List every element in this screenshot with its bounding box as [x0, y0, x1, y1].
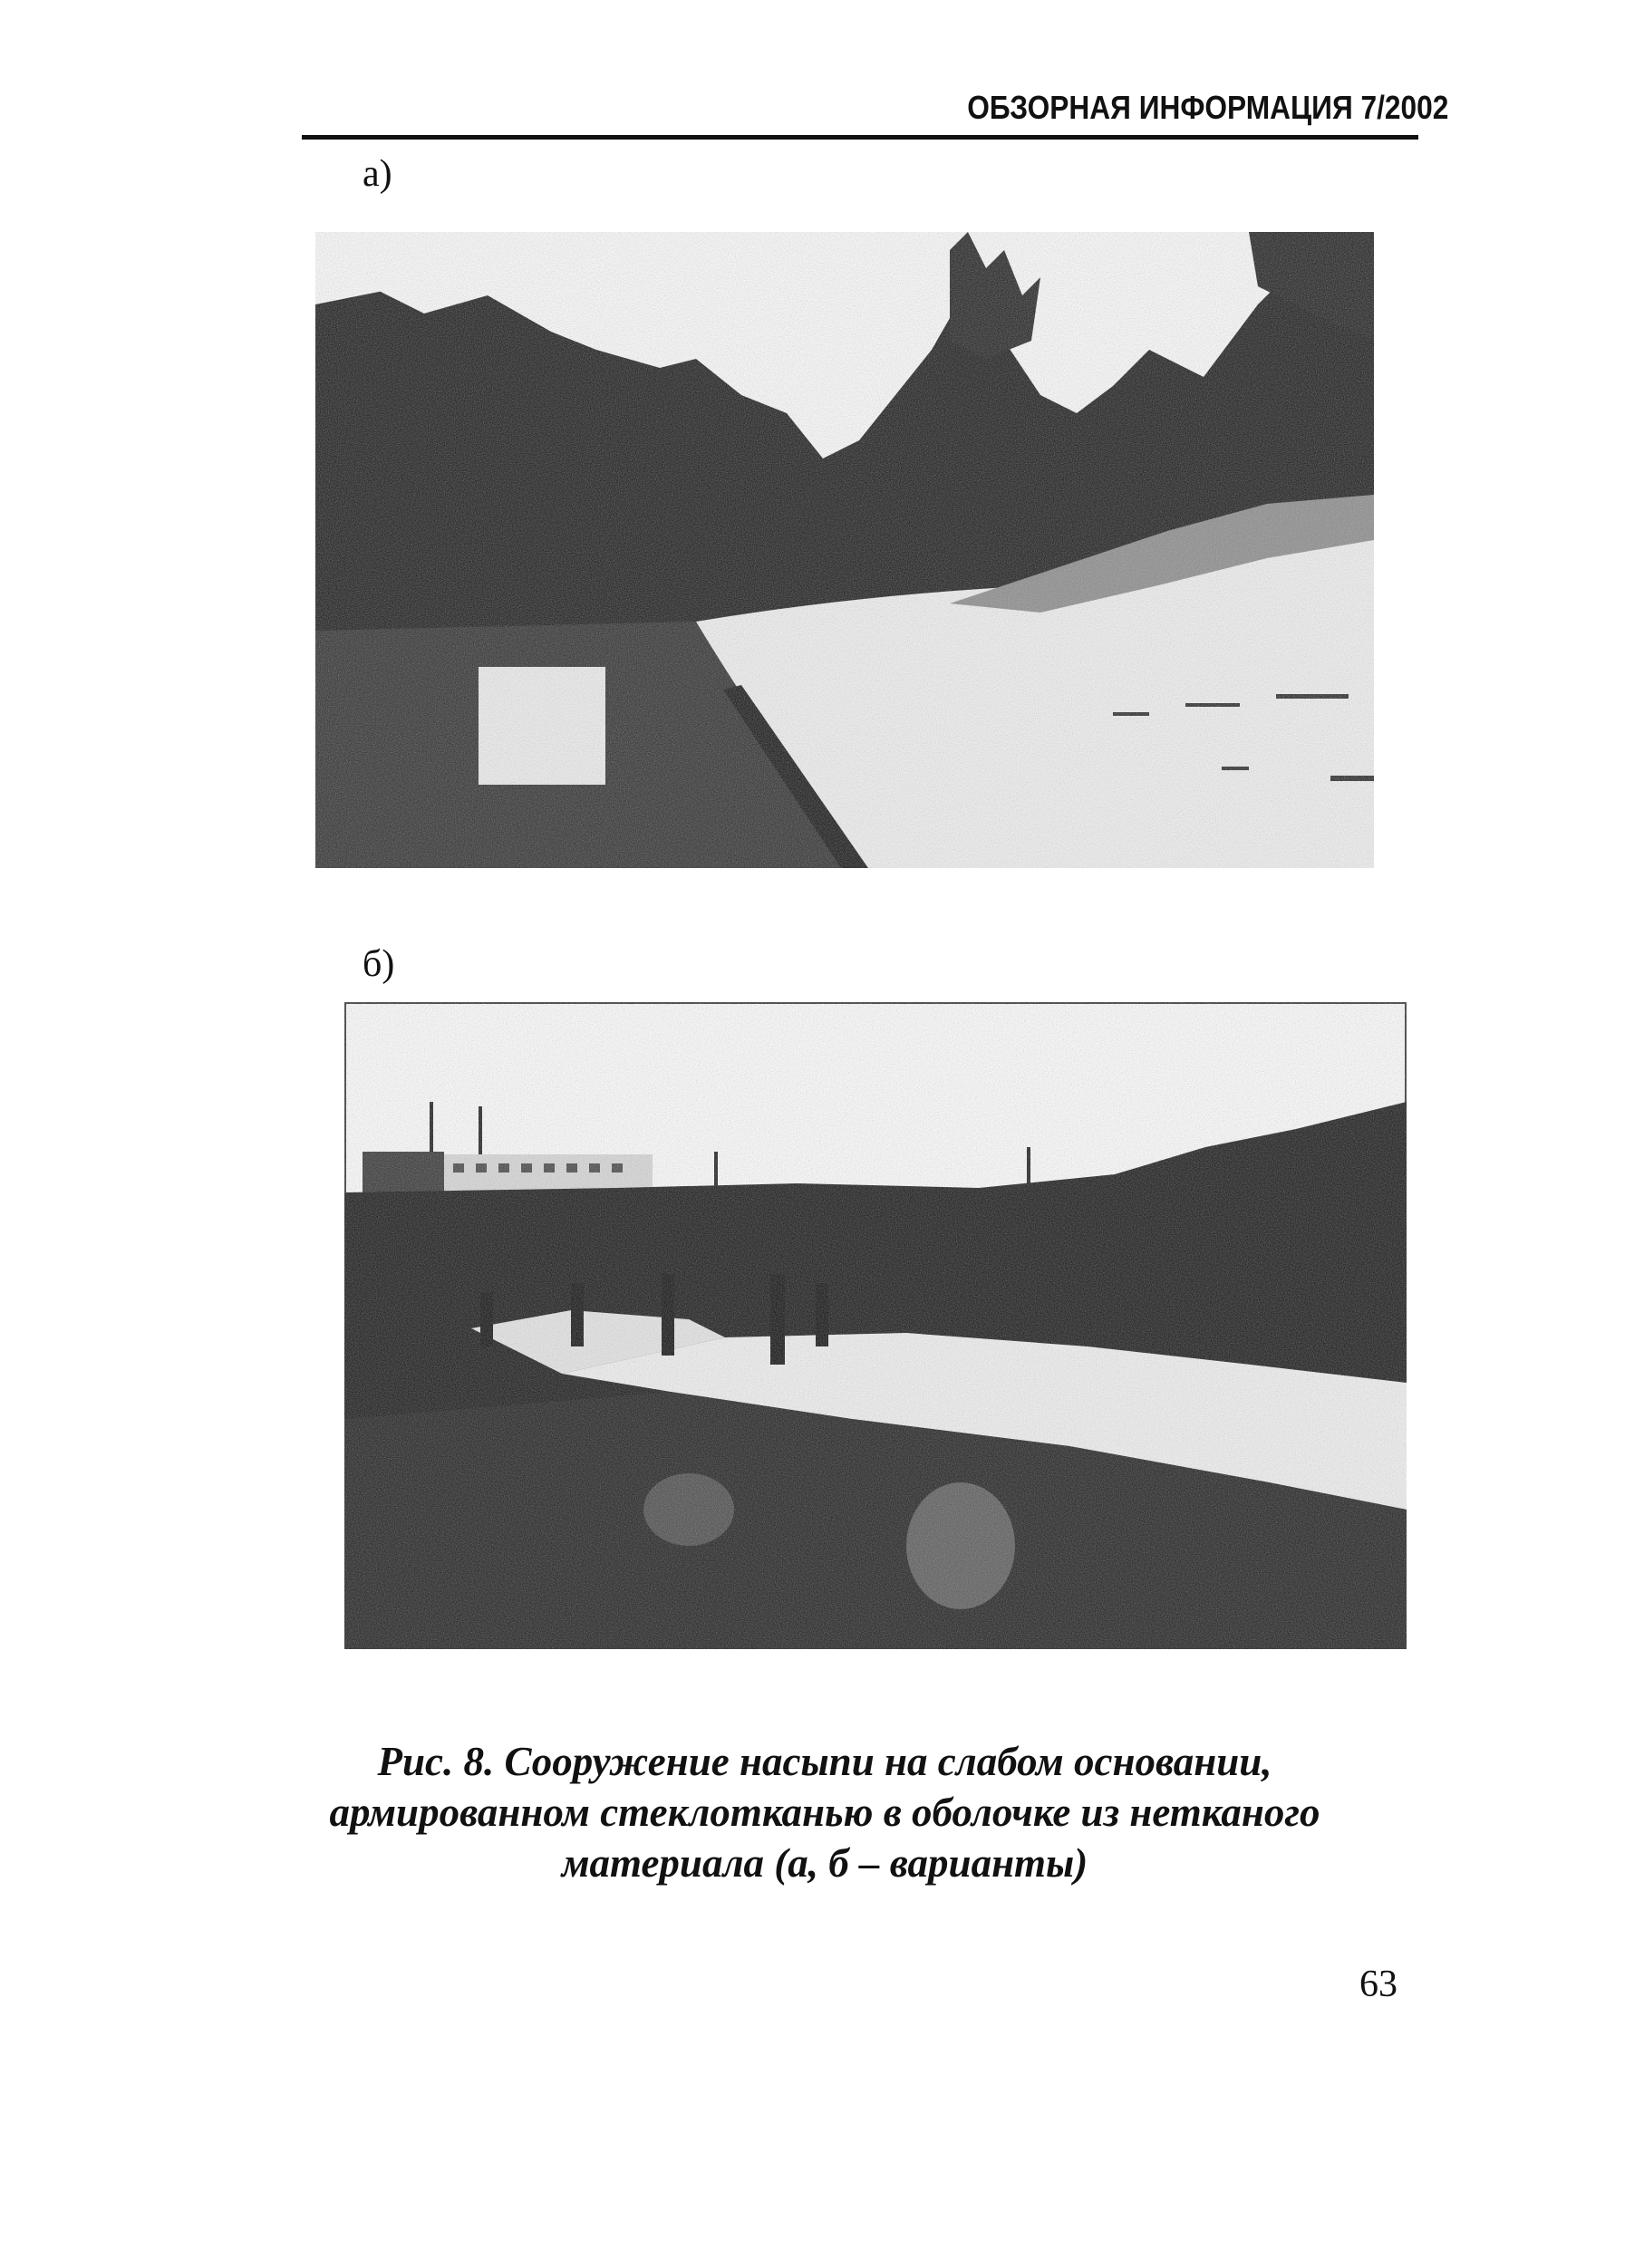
caption-line-3: материала (а, б – варианты) — [561, 1840, 1088, 1886]
caption-line-2: армированном стеклотканью в оболочке из нетканого — [329, 1790, 1320, 1835]
figure-caption — [308, 1736, 1341, 1888]
figure-a-label: а) — [363, 153, 392, 195]
photo-a-embankment — [315, 232, 1374, 868]
page-number: 63 — [1359, 1964, 1397, 2005]
caption-line-1: Рис. 8. Сооружение насыпи на слабом основании, — [377, 1739, 1272, 1784]
photo-b-embankment — [344, 1002, 1407, 1649]
running-header-title: ОБЗОРНАЯ ИНФОРМАЦИЯ 7/2002 — [967, 89, 1449, 126]
figure-b-label: б) — [363, 943, 395, 985]
header-rule — [302, 135, 1418, 140]
